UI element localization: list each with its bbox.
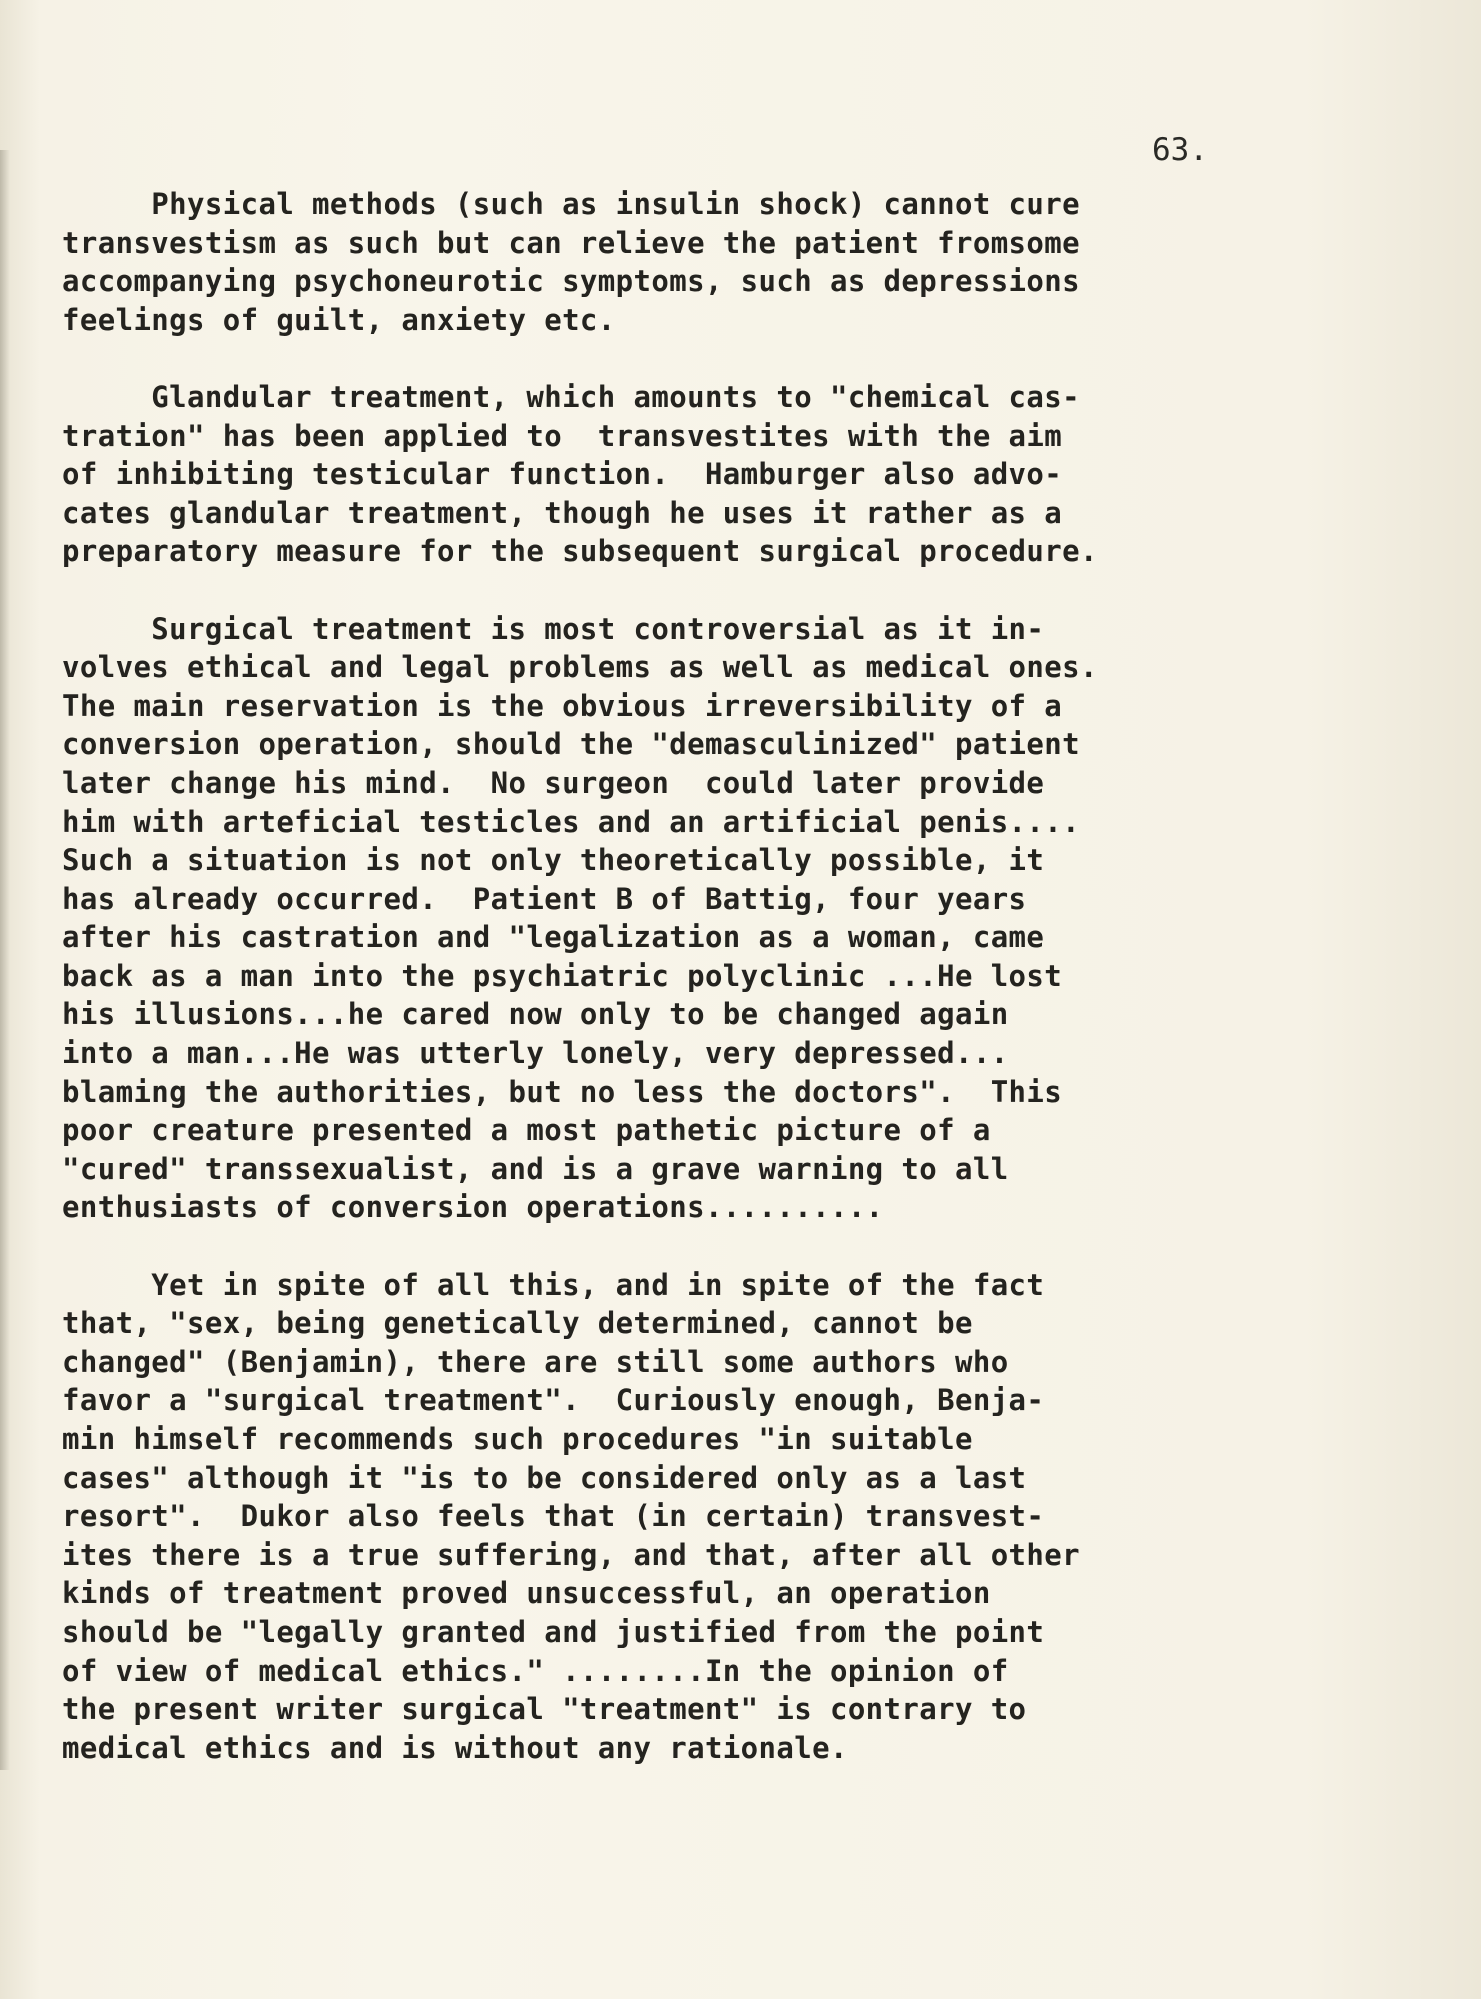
- text-line: him with arteficial testicles and an artificial penis....: [62, 804, 1080, 839]
- text-line: cases" although it "is to be considered only as a last: [62, 1460, 1027, 1495]
- text-line: has already occurred. Patient B of Battig, four years: [62, 881, 1027, 916]
- body-text: [62, 185, 1182, 1806]
- text-line: that, "sex, being genetically determined, cannot be: [62, 1306, 973, 1341]
- text-line: enthusiasts of conversion operations..........: [62, 1190, 884, 1225]
- text-line: kinds of treatment proved unsuccessful, an operation: [62, 1576, 991, 1611]
- text-line: of view of medical ethics." ........In the opinion of: [62, 1653, 1009, 1688]
- text-line: feelings of guilt, anxiety etc.: [62, 302, 616, 337]
- text-line: blaming the authorities, but no less the doctors". This: [62, 1074, 1063, 1109]
- text-line: of inhibiting testicular function. Hamburger also advo-: [62, 457, 1063, 492]
- text-line: after his castration and "legalization as a woman, came: [62, 920, 1045, 955]
- text-line: favor a "surgical treatment". Curiously enough, Benja-: [62, 1383, 1045, 1418]
- text-line: cates glandular treatment, though he uses it rather as a: [62, 495, 1063, 530]
- text-line: should be "legally granted and justified from the point: [62, 1614, 1045, 1649]
- text-line: min himself recommends such procedures "in suitable: [62, 1422, 973, 1456]
- text-line: Such a situation is not only theoretically possible, it: [62, 843, 1045, 878]
- text-line: tration" has been applied to transvestites with the aim: [62, 418, 1063, 453]
- text-line: Surgical treatment is most controversial as it in-: [62, 611, 1045, 646]
- text-line: Glandular treatment, which amounts to "chemical cas-: [62, 379, 1080, 414]
- paragraph-yet-in-spite: [62, 1266, 1182, 1768]
- text-line: back as a man into the psychiatric polyclinic ...He lost: [62, 958, 1063, 993]
- page-edge-shadow: [0, 150, 10, 1770]
- text-line: his illusions...he cared now only to be changed again: [62, 997, 1009, 1032]
- text-line: transvestism as such but can relieve the patient fromsome: [62, 225, 1080, 260]
- text-line: conversion operation, should the "demasculinized" patient: [62, 727, 1080, 762]
- text-line: "cured" transsexualist, and is a grave warning to all: [62, 1151, 1009, 1186]
- text-line: ites there is a true suffering, and that, after all other: [62, 1537, 1080, 1572]
- text-line: accompanying psychoneurotic symptoms, such as depressions: [62, 264, 1080, 299]
- paragraph-physical-methods: [62, 185, 1182, 339]
- text-line: poor creature presented a most pathetic picture of a: [62, 1113, 991, 1148]
- text-line: Physical methods (such as insulin shock) cannot cure: [62, 187, 1080, 221]
- page-number: 63.: [1152, 132, 1208, 168]
- text-line: the present writer surgical "treatment" is contrary to: [62, 1692, 1027, 1727]
- text-line: changed" (Benjamin), there are still some authors who: [62, 1344, 1009, 1379]
- text-line: volves ethical and legal problems as well as medical ones.: [62, 650, 1098, 685]
- paragraph-glandular-treatment: [62, 378, 1182, 571]
- paragraph-surgical-treatment: [62, 610, 1182, 1228]
- text-line: medical ethics and is without any rationale.: [62, 1730, 848, 1765]
- text-line: into a man...He was utterly lonely, very depressed...: [62, 1036, 1009, 1071]
- text-line: Yet in spite of all this, and in spite of the fact: [62, 1267, 1045, 1302]
- text-line: resort". Dukor also feels that (in certain) transvest-: [62, 1499, 1045, 1534]
- text-line: The main reservation is the obvious irreversibility of a: [62, 688, 1063, 723]
- text-line: preparatory measure for the subsequent surgical procedure.: [62, 534, 1098, 569]
- text-line: later change his mind. No surgeon could later provide: [62, 765, 1045, 800]
